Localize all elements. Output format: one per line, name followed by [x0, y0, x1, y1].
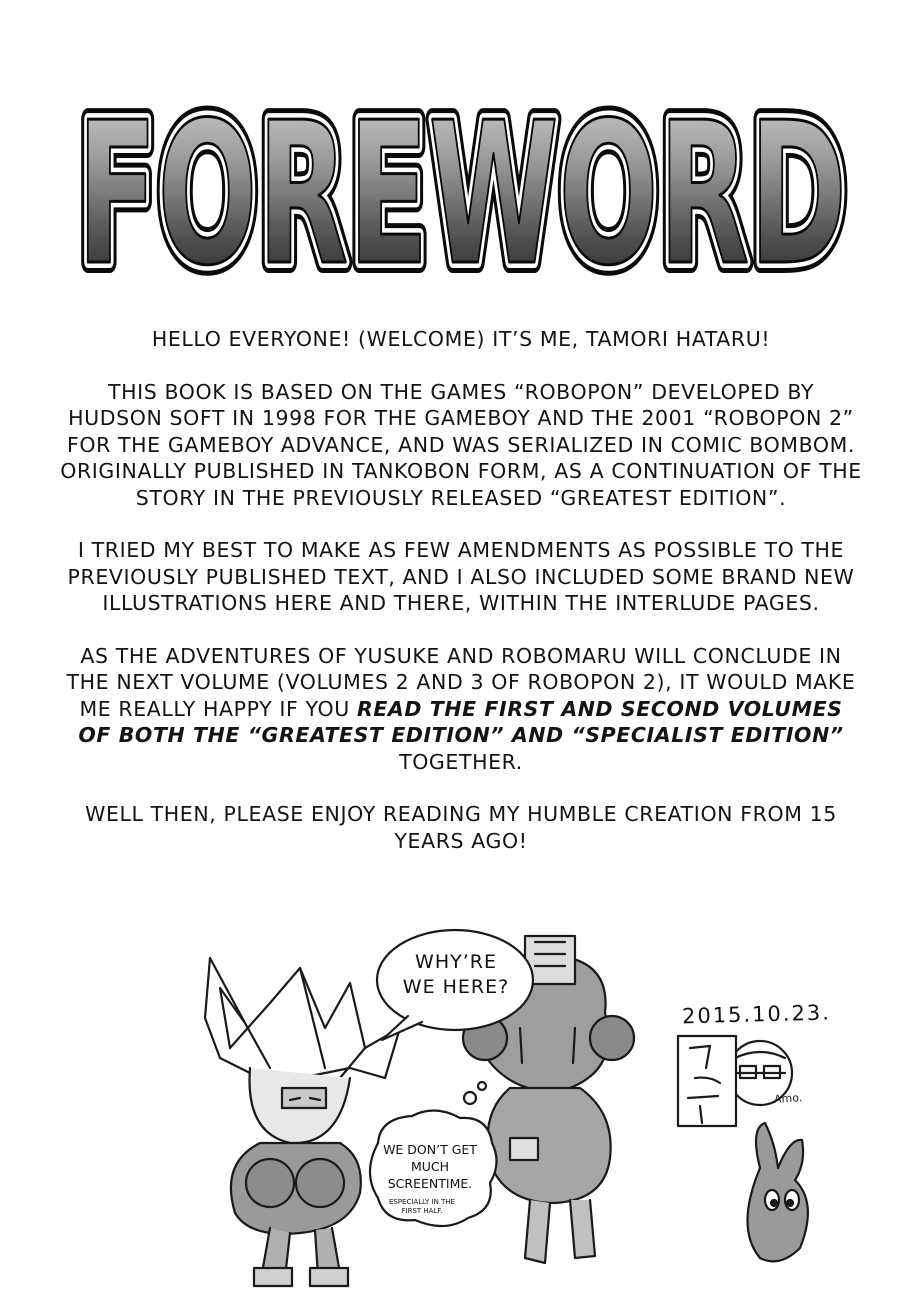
thought-bubble-small-text: ESPECIALLY IN THE FIRST HALF. [388, 1198, 456, 1215]
foreword-title-graphic [62, 78, 862, 308]
paragraph-text: I TRIED MY BEST TO MAKE AS FEW AMENDMENTS AS POSSIBLE TO THE PREVIOUSLY PUBLISHED TEXT, AND I ALSO INCLUDED SOME BRAND NEW ILLUSTRATIONS HERE AND THERE, WITHIN THE INTERLUDE PAGES. [67, 538, 855, 615]
paragraph-text: TOGETHER. [399, 749, 523, 774]
paragraph-text: WELL THEN, PLEASE ENJOY READING MY HUMBLE CREATION FROM 15 YEARS AGO! [85, 802, 837, 853]
title-text: FOREWORD [77, 81, 848, 308]
chibi-illustration [150, 928, 870, 1308]
paragraph-text: THIS BOOK IS BASED ON THE GAMES “ROBOPON” DEVELOPED BY HUDSON SOFT IN 1998 FOR THE GAMEBOY AND THE 2001 “ROBOPON 2” FOR THE GAMEBOY ADVANCE, AND WAS SERIALIZED IN COMIC BOMBOM. ORIGINALLY PUBLISHED IN TANKOBON FORM, AS A CONTINUATION OF THE STORY IN THE PREVIOUSLY RELEASED “GREATEST EDITION”. [60, 379, 862, 510]
speech-bubble-text: WHY’RE WE HERE? [402, 951, 510, 998]
signature-initials: Amo. [773, 1091, 803, 1106]
foreword-paragraph [60, 537, 862, 617]
signature-stamp [678, 1036, 736, 1126]
foreword-title [62, 78, 862, 308]
foreword-paragraph [60, 801, 862, 854]
foreword-body [60, 326, 862, 880]
foreword-paragraph [60, 643, 862, 776]
title-text-inner-line: FOREWORD [77, 81, 848, 308]
foreword-paragraph [60, 379, 862, 512]
emphasis-text: READ THE FIRST AND SECOND VOLUMES OF BOTH THE “GREATEST EDITION” AND “SPECIALIST EDITION” [78, 696, 844, 747]
right-character-body [488, 1088, 611, 1203]
thought-bubble-text: WE DON’T GET MUCH SCREENTIME. [383, 1142, 477, 1191]
title-text-outline: FOREWORD [77, 81, 848, 308]
signature-date: 2015.10.23. [681, 1000, 832, 1029]
foreword-paragraph [60, 326, 862, 353]
paragraph-text: HELLO EVERYONE! (WELCOME) IT’S ME, TAMORI HATARU! [151, 327, 771, 351]
paragraph-text: AS THE ADVENTURES OF YUSUKE AND ROBOMARU WILL CONCLUDE IN THE NEXT VOLUME (VOLUMES 2 AND 3 OF ROBOPON 2), IT WOULD MAKE ME REALLY HAPPY IF YOU [66, 643, 856, 721]
